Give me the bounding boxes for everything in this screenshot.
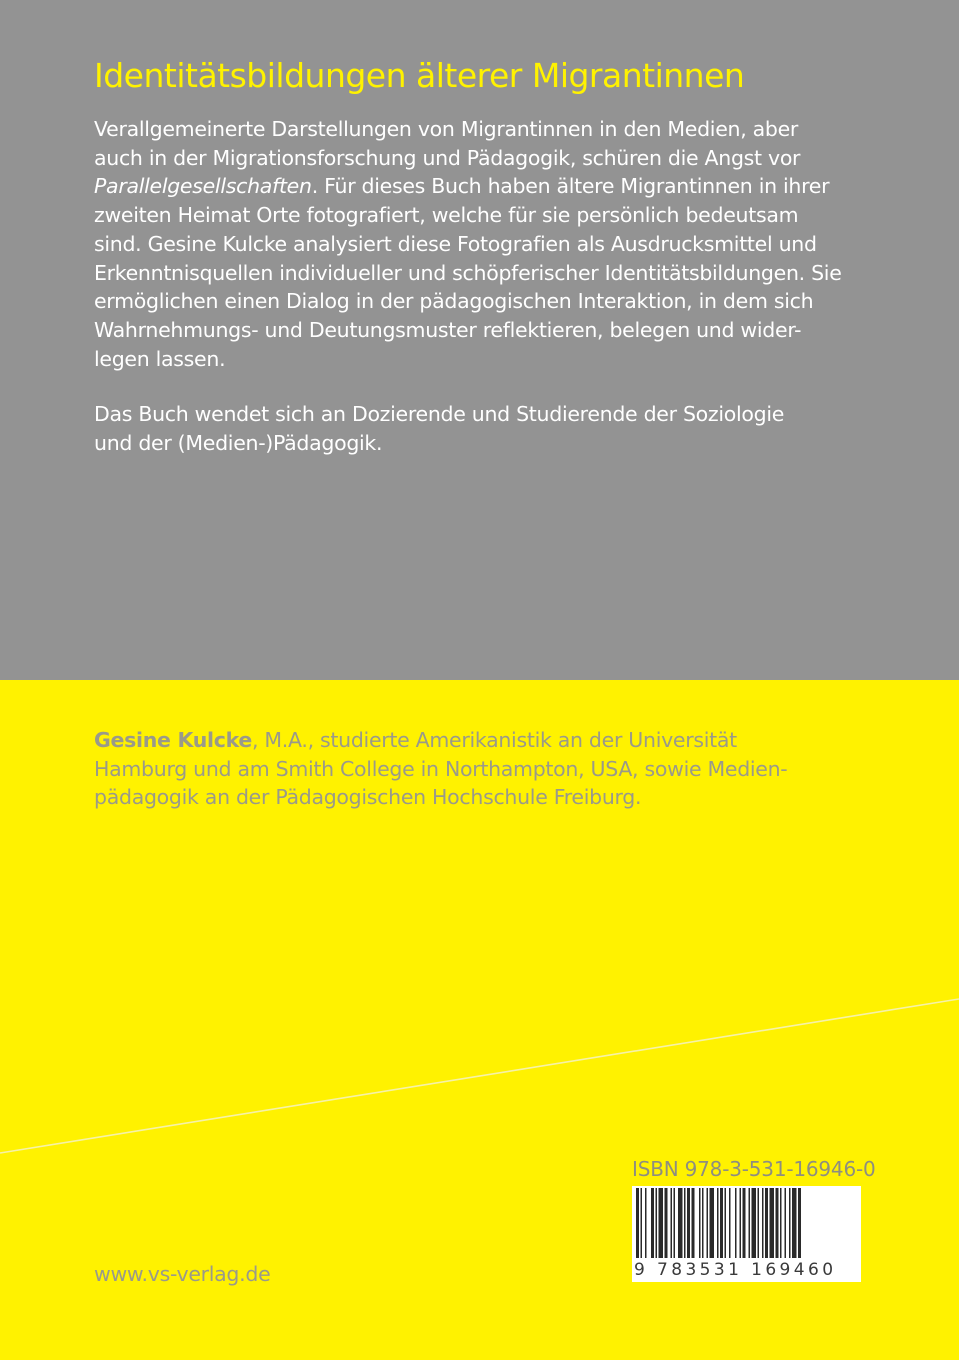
author-bio-line: Hamburg und am Smith College in Northampton, USA, sowie Medien- (94, 756, 788, 781)
emphasized-term: Parallelgesellschaften (94, 174, 312, 199)
blurb-line: Wahrnehmungs- und Deutungsmuster reflektieren, belegen und wider- (94, 317, 802, 342)
barcode-bar (656, 1188, 658, 1258)
blurb-line: zweiten Heimat Orte fotografiert, welche für sie persönlich bedeutsam (94, 203, 799, 228)
author-bio (94, 726, 874, 812)
blurb-line: sind. Gesine Kulcke analysiert diese Fotografien als Ausdrucksmittel und (94, 231, 817, 256)
book-title: Identitätsbildungen älterer Migrantinnen (94, 56, 745, 95)
barcode-bar (674, 1188, 676, 1258)
barcode-bar (758, 1188, 760, 1258)
barcode-bar (729, 1188, 731, 1258)
blurb-line: ermöglichen einen Dialog in der pädagogischen Interaktion, in dem sich (94, 289, 814, 314)
author-bio-line: pädagogik an der Pädagogischen Hochschule Freiburg. (94, 785, 642, 810)
barcode-bar (798, 1188, 801, 1258)
barcode-bar (749, 1188, 751, 1258)
author-bio-line: Gesine Kulcke, M.A., studierte Amerikanistik an der Universität (94, 728, 737, 752)
barcode-bar (710, 1188, 715, 1258)
barcode-bar (752, 1188, 757, 1258)
audience-line: und der (Medien-)Pädagogik. (94, 430, 383, 455)
barcode-bar (789, 1188, 791, 1258)
publisher-website: www.vs-verlag.de (94, 1262, 271, 1286)
author-name: Gesine Kulcke (94, 728, 252, 752)
barcode-bar (743, 1188, 746, 1258)
barcode-bar (671, 1188, 673, 1258)
barcode-bar (702, 1188, 704, 1258)
barcode-bar (659, 1188, 664, 1258)
barcode-bar (740, 1188, 742, 1258)
barcode-bar (636, 1188, 639, 1258)
blurb-line: legen lassen. (94, 346, 226, 371)
isbn-barcode (632, 1186, 861, 1282)
barcode-digits: 9 783531 169460 (632, 1260, 861, 1280)
barcode-bar (678, 1188, 683, 1258)
blurb-line: Erkenntnisquellen individueller und schöpferischer Identitätsbildungen. Sie (94, 260, 842, 285)
blurb-line: auch in der Migrationsforschung und Pädagogik, schüren die Angst vor (94, 145, 801, 170)
barcode-bar (765, 1188, 768, 1258)
barcode-bar (692, 1188, 695, 1258)
blurb-line: Verallgemeinerte Darstellungen von Migrantinnen in den Medien, aber (94, 117, 799, 141)
isbn-number: ISBN 978-3-531-16946-0 (632, 1157, 876, 1181)
barcode-bar (720, 1188, 723, 1258)
barcode-bar (717, 1188, 719, 1258)
barcode-bar (665, 1188, 668, 1258)
barcode-bar (792, 1188, 797, 1258)
barcode-bar (762, 1188, 764, 1258)
barcode-bar (687, 1188, 690, 1258)
barcode-bar (780, 1188, 782, 1258)
book-blurb (94, 115, 864, 373)
barcode-bar (785, 1188, 787, 1258)
barcode-bar (641, 1188, 643, 1258)
barcode-bar (651, 1188, 654, 1258)
barcode-bar (776, 1188, 779, 1258)
barcode-bar (707, 1188, 709, 1258)
blurb-line: Parallelgesellschaften. Für dieses Buch haben ältere Migrantinnen in ihrer (94, 174, 830, 199)
barcode-bar (684, 1188, 686, 1258)
audience-line: Das Buch wendet sich an Dozierende und Studierende der Soziologie (94, 402, 785, 426)
barcode-bar (735, 1188, 737, 1258)
barcode-bar (699, 1188, 701, 1258)
audience-statement (94, 400, 864, 457)
barcode-bar (725, 1188, 727, 1258)
barcode-bar (770, 1188, 775, 1258)
barcode-bar (645, 1188, 647, 1258)
